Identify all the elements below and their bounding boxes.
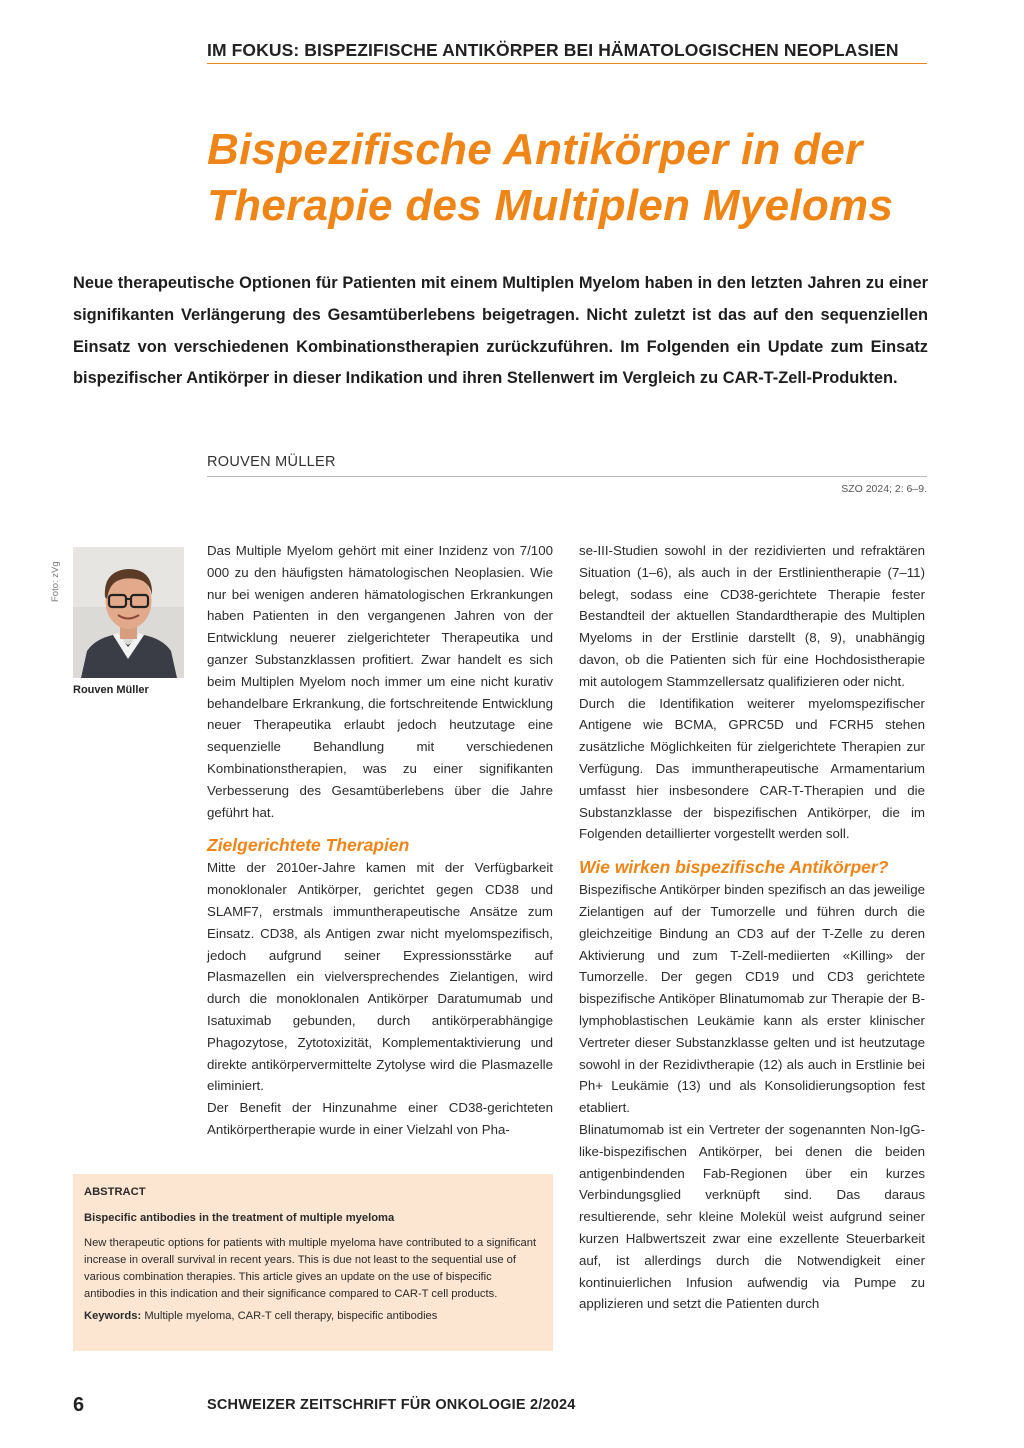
running-header: IM FOKUS: BISPEZIFISCHE ANTIKÖRPER BEI HÄMATOLOGISCHEN NEOPLASIEN <box>207 40 899 60</box>
body-paragraph: Bispezifische Antikörper binden spezifisch an das jeweilige Zielantigen auf der Tumorzelle und führen durch die gleichzeitige Bindung an CD3 auf der T-Zelle zu deren Aktivierung und zum T-Zell-mediierten «Killing» der Tumorzelle. Der gegen CD19 und CD3 gerichtete bispezifische Antiköper Blinatumomab zur Therapie der B-lymphoblastischen Leukämie kann als erster klinischer Vertreter dieser Substanzklasse gelten und ist heutzutage sowohl in der Rezidivtherapie (12) als auch in Erstlinie bei Ph+ Leukämie (13) und als Konsolidierungsoption fest etabliert. <box>579 882 925 1116</box>
journal-name: SCHWEIZER ZEITSCHRIFT FÜR ONKOLOGIE 2/2024 <box>207 1397 576 1413</box>
section-heading-targeted-therapies: Zielgerichtete Therapien <box>207 835 410 856</box>
body-paragraph: se-III-Studien sowohl in der rezidivierten und refraktären Situation (1–6), als auch in der Erstlinientherapie (7–11) belegt, sodass eine CD38-gerichtete Therapie fester Bestandteil der aktuellen Standardtherapie des Multiplen Myeloms in der Erstlinie darstellt (8, 9), unabhängig davon, ob die Patienten sich für eine Hochdosistherapie mit autologem Stammzellersatz qualifizieren oder nicht. <box>579 543 925 689</box>
portrait-image <box>73 547 184 678</box>
page-number: 6 <box>73 1394 85 1416</box>
body-paragraph: Der Benefit der Hinzunahme einer CD38-gerichteten Antikörpertherapie wurde in einer Vielzahl von Pha- <box>207 1100 553 1137</box>
keywords-label: Keywords: <box>84 1309 142 1322</box>
section-heading-mechanism: Wie wirken bispezifische Antikörper? <box>579 857 889 878</box>
abstract-title: Bispecific antibodies in the treatment of multiple myeloma <box>84 1212 395 1225</box>
body-paragraph: Mitte der 2010er-Jahre kamen mit der Verfügbarkeit monoklonaler Antikörper, gerichtet gegen CD38 und SLAMF7, erstmals immuntherapeutische Ansätze zum Einsatz. CD38, als Antigen zwar nicht myelomspezifisch, jedoch aufgrund seiner Expressionsstärke auf Plasmazellen ein vielversprechendes Zielantigen, wird durch die monoklonalen Antikörper Daratumumab und Isatuximab gebunden, durch antikörperabhängige Phagozytose, Zytotoxizität, Komplementaktivierung und direkte antikörpervermittelte Zytolyse wird die Plasmazelle eliminiert. <box>207 860 553 1094</box>
citation: SZO 2024; 2: 6–9. <box>841 483 927 495</box>
keywords-list: Multiple myeloma, CAR-T cell therapy, bispecific antibodies <box>144 1309 438 1322</box>
portrait-caption: Rouven Müller <box>73 684 149 696</box>
title-line-1: Bispezifische Antikörper in der <box>207 125 863 174</box>
photo-credit: Foto: zVg <box>50 561 61 602</box>
title-line-2: Therapie des Multiplen Myeloms <box>207 181 894 230</box>
article-lead: Neue therapeutische Optionen für Patienten mit einem Multiplen Myelom haben in den letzten Jahren zu einer signifikanten Verlängerung des Gesamtüberlebens beigetragen. Nicht zuletzt ist das auf den sequenziellen Einsatz von verschiedenen Kombinationstherapien zurückzuführen. Im Folgenden ein Update zum Einsatz bispezifischer Antikörper in dieser Indikation und ihren Stellenwert im Vergleich zu CAR-T-Zell-Produkten. <box>73 274 928 388</box>
body-column-1 <box>207 540 553 1141</box>
author-name: ROUVEN MÜLLER <box>207 454 336 470</box>
abstract-label: ABSTRACT <box>84 1186 146 1198</box>
body-paragraph: Das Multiple Myelom gehört mit einer Inzidenz von 7/100 000 zu den häufigsten hämatologischen Neoplasien. Wie nur bei wenigen anderen hämatologischen Erkrankungen haben Patienten in den vergangenen Jahren von der Entwicklung neuerer zielgerichteter Therapeutika und ganzer Substanzklassen profitiert. Zwar handelt es sich beim Multiplen Myelom noch immer um eine nicht kurativ behandelbare Erkrankung, die fortschreitende Entwicklung neuer Therapeutika erlaubt jedoch heutzutage eine sequenzielle Behandlung mit verschiedenen Kombinationstherapien, was zu einer signifikanten Verbesserung des Gesamtüberlebens über die Jahre geführt hat. <box>207 543 553 820</box>
body-column-2 <box>579 540 925 1315</box>
abstract-text: New therapeutic options for patients with multiple myeloma have contributed to a significant increase in overall survival in recent years. This is due not least to the sequential use of various combination therapies. This article gives an update on the use of bispecific antibodies in this indication and their significance compared to CAR-T cell products. <box>84 1236 537 1301</box>
body-paragraph: Blinatumomab ist ein Vertreter der sogenannten Non-IgG-like-bispezifischen Antikörper, bei denen die beiden antigenbindenden Fab-Regionen über ein kurzes Verbindungsglied verknüpft sind. Das daraus resultierende, sehr kleine Molekül weist aufgrund seiner kurzen Halbwertszeit zwar eine exzellente Steuerbarkeit auf, ist allerdings durch die Notwendigkeit einer kontinuierlichen Infusion aufwendig via Pumpe zu applizieren und setzt die Patienten durch <box>579 1121 925 1312</box>
body-paragraph: Durch die Identifikation weiterer myelomspezifischer Antigene wie BCMA, GPRC5D und FCRH5 stehen zusätzliche Möglichkeiten für zielgerichtete Therapien zur Verfügung. Das immuntherapeutische Armamentarium umfasst hier insbesondere CAR-T-Therapien und die Substanzklasse der bispezifischen Antikörper, die im Folgenden detaillierter vorgestellt werden soll. <box>579 695 925 842</box>
abstract-keywords <box>84 1308 542 1325</box>
author-portrait <box>73 547 184 678</box>
header-divider <box>207 63 927 64</box>
author-divider <box>207 476 927 477</box>
article-title <box>207 122 937 234</box>
abstract-box <box>73 1174 553 1351</box>
